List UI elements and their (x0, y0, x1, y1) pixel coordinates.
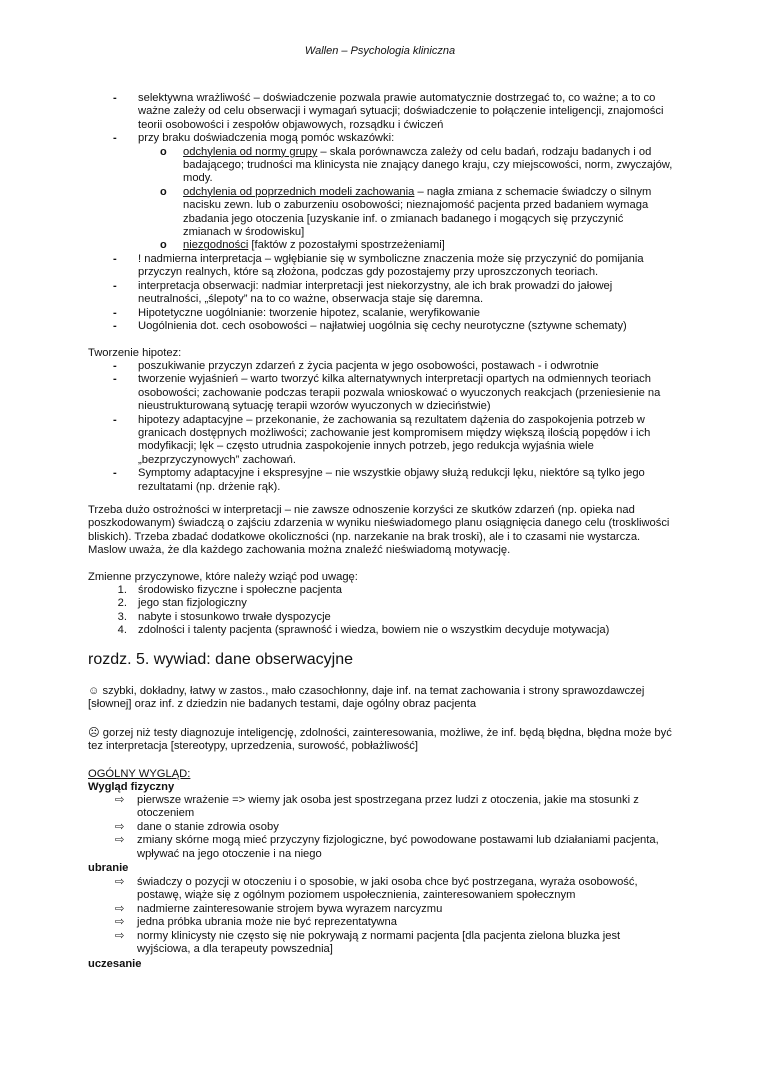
wyglad-list (115, 794, 670, 861)
chapter-heading: rozdz. 5. wywiad: dane obserwacyjne (88, 651, 354, 668)
list-item: - interpretacja obserwacji: nadmiar interpretacji jest niekorzystny, ale ich brak prowadzi do jałowej neutralności, „ślepoty” na to co ważne, obserwacja staje się daremna. (113, 280, 673, 307)
uczesanie-label: uczesanie (88, 958, 142, 970)
ogolny-heading: OGÓLNY WYGLĄD: (88, 768, 191, 780)
list-item: ⇨ pierwsze wrażenie => wiemy jak osoba jest spostrzegana przez ludzi z otoczenia, jakie ma stosunki z otoczeniem (115, 794, 639, 820)
list-item: - przy braku doświadczenia mogą pomóc wskazówki: o odchylenia od normy grupy – skala porównawcza zależy od celu badań, rodzaju badanych i od badającego; trudności ma klinicysta nie znający danego kraju, czy miejscowości, norm, zwyczajów, mody. o odchylenia od poprzednich modeli zachowania – nagła zmiana z schemacie świadczy o silnym nacisku zewn. lub o zaburzeniu osobowości; nieznajomość pacjenta przed badaniem wymaga zbadania jego otoczenia [uzyskanie inf. o zmianach badanego i mogących się przyczynić zmianach w środowisku] o niezgodności [faktów z pozostałymi spostrzeżeniami] (113, 132, 673, 253)
sub-list-item: o odchylenia od poprzednich modeli zachowania – nagła zmiana z schemacie świadczy o silnym nacisku zewn. lub o zaburzeniu osobowości; nieznajomość pacjenta przed badaniem wymaga zbadania jego otoczenia [uzyskanie inf. o zmianach badanego i mogących się przyczynić zmianach w środowisku] (158, 186, 673, 240)
arrow-icon: ⇨ (115, 876, 125, 888)
minus-paragraph: ☹ gorzej niż testy diagnozuje inteligencję, zdolności, zainteresowania, możliwe, że inf. będą błędna, błędna może być tez interpretacja [stereotypy, uprzedzenia, surowość, pobłażliwość] (88, 727, 672, 753)
ubranie-label: ubranie (88, 862, 129, 874)
ubranie-list (115, 876, 670, 956)
list-item: - poszukiwanie przyczyn zdarzeń z życia pacjenta w jego osobowości, postawach - i odwrotnie (113, 360, 673, 373)
arrow-icon: ⇨ (115, 820, 125, 833)
zmienne-list (113, 584, 673, 638)
list-item: ⇨ świadczy o pozycji w otoczeniu i o sposobie, w jaki osoba chce być postrzegana, wyraża osobowość, postawę, wiąże się z ogólnym poziomem uspołecznienia, zainteresowaniem społecznym (115, 876, 638, 902)
list-item: ⇨ zmiany skórne mogą mieć przyczyny fizjologiczne, być powodowane postawami lub działaniami pacjenta, wpływać na jego otoczenie i na niego (115, 834, 659, 860)
list-item: - tworzenie wyjaśnień – warto tworzyć kilka alternatywnych interpretacji opartych na odmiennych teoriach osobowości; zachowanie podczas terapii pozwala wnioskować o wyuczonych reakcjach (przeniesienie na nieustrukturowaną sytuację terapii wzorów wyuczonych w dzieciństwie) (113, 373, 673, 413)
list-item: ⇨ nadmierne zainteresowanie strojem bywa wyrazem narcyzmu (115, 902, 443, 915)
top-bullet-list (113, 92, 673, 333)
hipotez-title: Tworzenie hipotez: (88, 347, 182, 359)
plus-paragraph: ☺ szybki, dokładny, łatwy w zastos., mało czasochłonny, daje inf. na temat zachowania i strony sprawozdawczej [słownej] oraz inf. z dziedzin nie badanych testami, daje ogólny obraz pacjenta (88, 685, 645, 711)
numbered-item: 4. zdolności i talenty pacjenta (sprawność i wiedza, bowiem nie o wszystkim decyduje motywacja) (117, 624, 610, 637)
list-item: ⇨ jedna próbka ubrania może nie być reprezentatywna (115, 916, 397, 929)
arrow-icon: ⇨ (115, 929, 125, 942)
list-item: - Symptomy adaptacyjne i ekspresyjne – nie wszystkie objawy służą redukcji lęku, niektóre są tylko jego rezultatami (np. drżenie rąk). (113, 467, 673, 494)
list-item: - ! nadmierna interpretacja – wgłębianie się w symboliczne znaczenia może się przyczynić do pomijania przyczyn realnych, które są złożona, podczas gdy pozostajemy przy uproszczonych teoriach. (113, 253, 673, 280)
sub-list-item: o odchylenia od normy grupy – skala porównawcza zależy od celu badań, rodzaju badanych i od badającego; trudności ma klinicysta nie znający danego kraju, czy miejscowości, norm, zwyczajów, mody. (158, 146, 673, 186)
numbered-item: 1. środowisko fizyczne i społeczne pacjenta (117, 584, 342, 596)
sub-list (158, 146, 673, 253)
page-header: Wallen – Psychologia kliniczna (304, 45, 456, 57)
arrow-icon: ⇨ (115, 902, 125, 915)
numbered-item: 2. jego stan fizjologiczny (117, 597, 247, 610)
arrow-icon: ⇨ (115, 834, 125, 847)
list-item: - hipotezy adaptacyjne – przekonanie, że zachowania są rezultatem dążenia do zaspokojenia potrzeb w granicach dostępnych możliwości; zachowanie jest kompromisem między większą ilością popędów i ich modyfikacji; lęk – często utrudnia zaspokojenie innych potrzeb, jego redukcja wyjaśnia wiele „bezprzyczynowych” zachowań. (113, 414, 673, 468)
arrow-icon: ⇨ (115, 794, 125, 806)
arrow-icon: ⇨ (115, 916, 125, 929)
list-item: - selektywna wrażliwość – doświadczenie pozwala prawie automatycznie dostrzegać to, co ważne; a to co ważne zależy od celu obserwacji i wymagań sytuacji; doświadczenie to połączenie inteligencji, znajomości teorii osobowości i zespołów objawowych, rozsądku i ćwiczeń (113, 92, 673, 132)
list-item: - Uogólnienia dot. cech osobowości – najłatwiej uogólnia się cechy neurotyczne (sztywne schematy) (113, 320, 673, 333)
hipotez-list (113, 360, 673, 494)
list-item: - Hipotetyczne uogólnianie: tworzenie hipotez, scalanie, weryfikowanie (113, 307, 673, 320)
zmienne-title: Zmienne przyczynowe, które należy wziąć pod uwagę: (88, 571, 358, 583)
wyglad-label: Wygląd fizyczny (88, 781, 175, 793)
list-item: ⇨ normy klinicysty nie często się nie pokrywają z normami pacjenta [dla pacjenta zielona bluzka jest wyjściowa, a dla terapeuty powszednia] (115, 929, 621, 956)
numbered-item: 3. nabyte i stosunkowo trwałe dyspozycje (117, 610, 331, 623)
paragraph-ostroznosc: Trzeba dużo ostrożności w interpretacji – nie zawsze odnoszenie korzyści ze skutków zdarzeń (np. opieka nad poszkodowanym) świadczą o zajściu zdarzenia w wyniku nieświadomego planu osiągnięcia danego celu (troskliwości bliskich). Trzeba zbadać dodatkowe okoliczności (np. narzekanie na brak troski), ale i to czasami nie wystarcza. Maslow uważa, że dla każdego zachowania można znaleźć nieświadomą motywację. (88, 504, 670, 557)
sub-list-item: o niezgodności [faktów z pozostałymi spostrzeżeniami] (158, 239, 673, 252)
list-item: ⇨ dane o stanie zdrowia osoby (115, 820, 279, 833)
